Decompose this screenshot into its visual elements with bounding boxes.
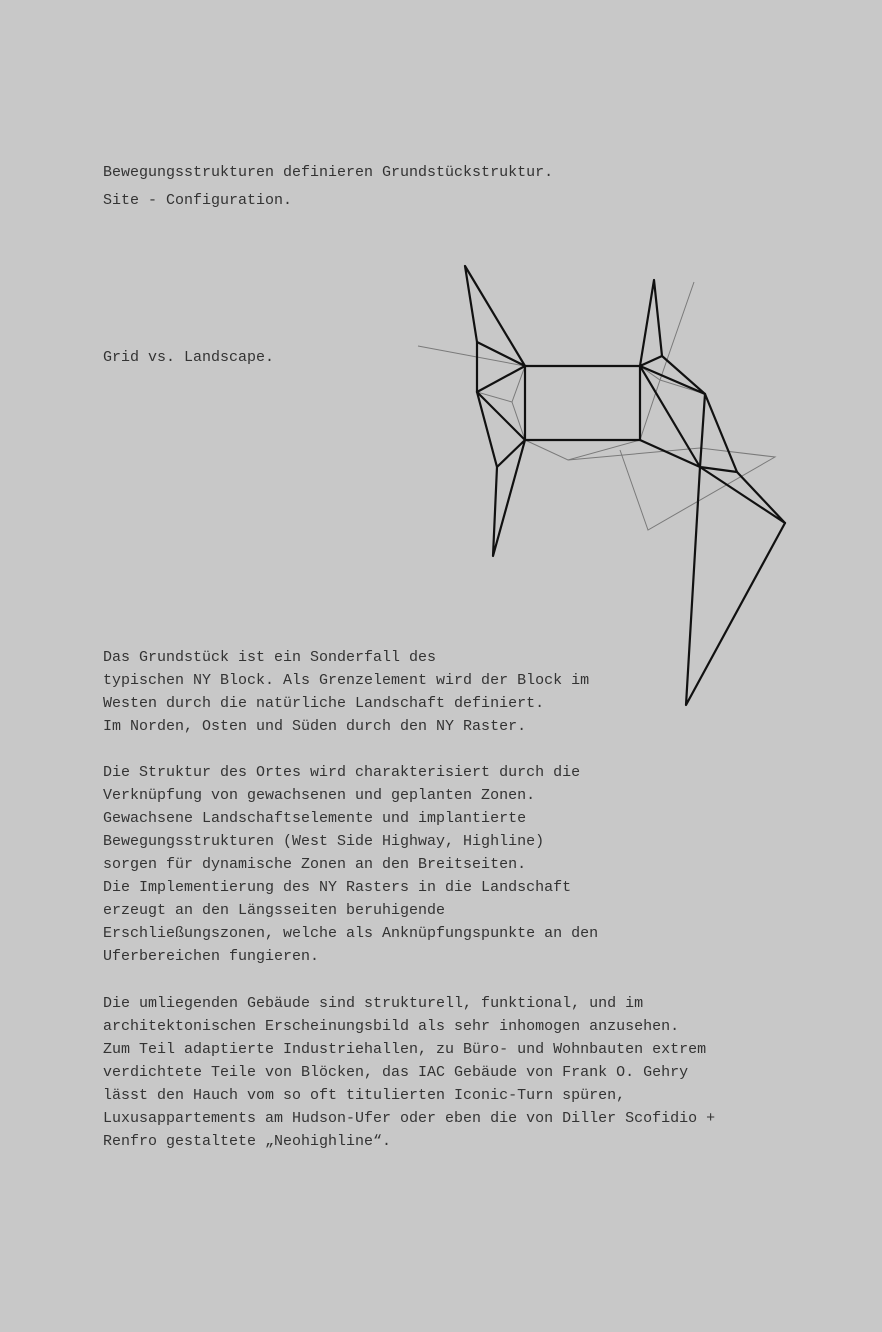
paragraph-structure	[103, 761, 598, 968]
paragraph-site	[103, 646, 589, 738]
paragraph-buildings-line: Renfro gestaltete „Neohighline“.	[103, 1133, 392, 1150]
paragraph-structure-line: Uferbereichen fungieren.	[103, 948, 320, 965]
paragraph-structure-line: Die Implementierung des NY Rasters in die Landschaft	[103, 879, 572, 896]
paragraph-buildings-line: verdichtete Teile von Blöcken, das IAC Gebäude von Frank O. Gehry	[103, 1064, 689, 1081]
landscape-lines	[418, 282, 775, 530]
paragraph-structure-line: Bewegungsstrukturen (West Side Highway, Highline)	[103, 833, 545, 850]
paragraph-buildings	[103, 992, 715, 1153]
paragraph-buildings-line: Die umliegenden Gebäude sind strukturell, funktional, und im	[103, 995, 644, 1012]
paragraph-site-line: Im Norden, Osten und Süden durch den NY Raster.	[103, 718, 527, 735]
paragraph-site-line: Das Grundstück ist ein Sonderfall des	[103, 649, 437, 666]
paragraph-buildings-line: Zum Teil adaptierte Industriehallen, zu Büro- und Wohnbauten extrem	[103, 1041, 707, 1058]
landscape-line-south-east	[568, 448, 775, 530]
heading-line-1: Bewegungsstrukturen definieren Grundstückstruktur.	[103, 164, 554, 181]
paragraph-structure-line: Verknüpfung von gewachsenen und geplanten Zonen.	[103, 787, 536, 804]
paragraph-buildings-line: lässt den Hauch vom so oft titulierten Iconic-Turn spüren,	[103, 1087, 626, 1104]
paragraph-structure-line: Die Struktur des Ortes wird charakterisiert durch die	[103, 764, 581, 781]
paragraph-structure-line: erzeugt an den Längsseiten beruhigende	[103, 902, 446, 919]
paragraph-structure-line: Erschließungszonen, welche als Anknüpfungspunkte an den	[103, 925, 599, 942]
east-spike-top	[640, 280, 662, 366]
east-quad	[700, 394, 737, 472]
heading-line-2: Site - Configuration.	[103, 192, 293, 209]
paragraph-site-line: Westen durch die natürliche Landschaft definiert.	[103, 695, 545, 712]
paragraph-buildings-line: architektonischen Erscheinungsbild als sehr inhomogen anzusehen.	[103, 1018, 680, 1035]
landscape-line-west	[418, 346, 525, 440]
ny-block	[525, 366, 640, 440]
paragraph-structure-line: sorgen für dynamische Zonen an den Breitseiten.	[103, 856, 527, 873]
diagram-caption: Grid vs. Landscape.	[103, 349, 275, 366]
paragraph-site-line: typischen NY Block. Als Grenzelement wird der Block im	[103, 672, 590, 689]
paragraph-structure-line: Gewachsene Landschaftselemente und implantierte	[103, 810, 527, 827]
paragraph-buildings-line: Luxusappartements am Hudson-Ufer oder eben die von Diller Scofidio +	[103, 1110, 716, 1127]
grid-lines	[465, 266, 785, 705]
west-spike-top	[465, 266, 525, 366]
east-long-spike	[686, 467, 785, 705]
